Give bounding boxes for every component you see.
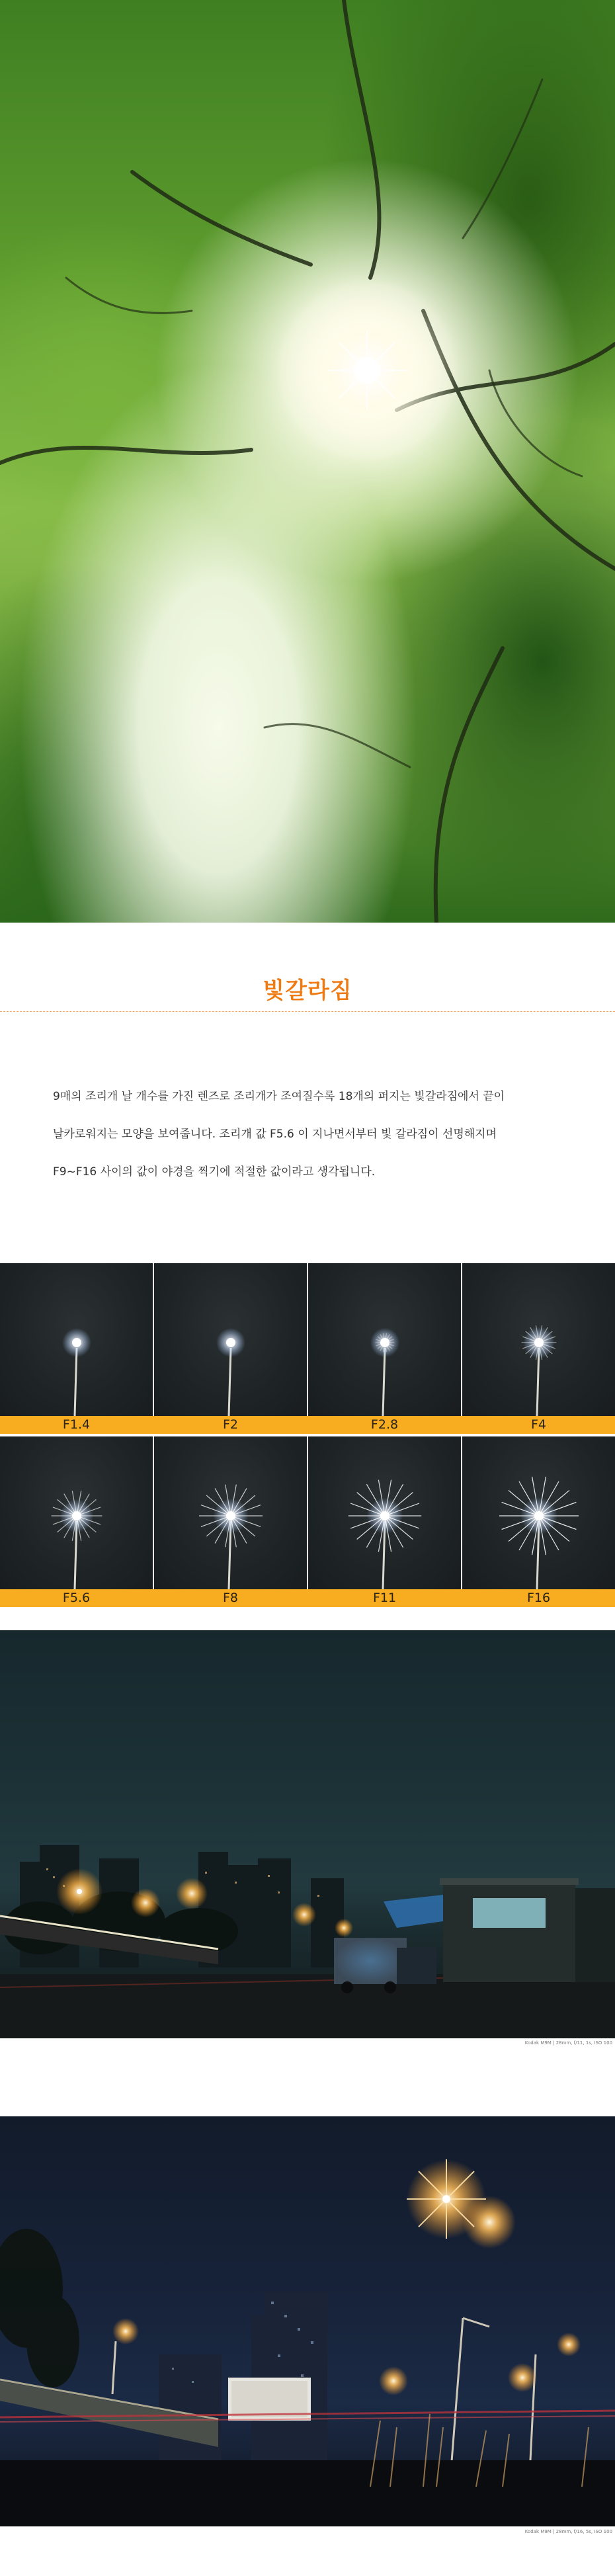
- title-divider: [0, 1011, 615, 1012]
- street-lamp-graphic: [308, 1436, 461, 1589]
- night-photo-street-lamps: [0, 2116, 615, 2576]
- aperture-sample-f2: [154, 1263, 307, 1416]
- aperture-comparison-grid: [0, 1263, 615, 1610]
- street-lamp-graphic: [154, 1436, 307, 1589]
- night-scene-2-graphic: [0, 2116, 615, 2526]
- aperture-label: F4: [530, 1417, 547, 1432]
- aperture-sample-f11: [308, 1436, 461, 1589]
- lamp-core: [226, 1511, 235, 1520]
- aperture-sample-f4: [462, 1263, 615, 1416]
- street-lamp-graphic: [462, 1263, 615, 1416]
- lamp-pole: [229, 1348, 231, 1416]
- aperture-sample-f2-8: [308, 1263, 461, 1416]
- night-photo-2-image: [0, 2116, 615, 2526]
- night-photo-street-stall: [0, 1630, 615, 2044]
- leaf-canopy-graphic: [0, 0, 615, 923]
- street-lamp-graphic: [462, 1436, 615, 1589]
- aperture-label: F16: [526, 1591, 551, 1605]
- street-lamp-graphic: [0, 1436, 153, 1589]
- section-title: 빛갈라짐: [263, 977, 352, 1004]
- photo-caption: Kodak M9M | 28mm, f/11, 1s, ISO 100: [524, 2040, 612, 2046]
- street-lamp-graphic: [154, 1263, 307, 1416]
- lamp-pole: [75, 1348, 77, 1416]
- lamp-core: [380, 1511, 390, 1520]
- description-text: [53, 1078, 569, 1191]
- street-lamp-graphic: [0, 1263, 153, 1416]
- intro-section: [0, 923, 615, 1263]
- lamp-core: [380, 1338, 390, 1347]
- aperture-label: F11: [372, 1591, 397, 1605]
- night-scene-1-graphic: [0, 1630, 615, 2038]
- description-line: F9~F16 사이의 값이 야경을 찍기에 적절한 값이라고 생각됩니다.: [53, 1165, 376, 1179]
- aperture-sample-f1-4: [0, 1263, 153, 1416]
- aperture-label: F2.8: [370, 1417, 399, 1432]
- lamp-core: [534, 1511, 544, 1520]
- night-photo-1-image: [0, 1630, 615, 2038]
- aperture-sample-f5-6: [0, 1436, 153, 1589]
- lamp-core: [226, 1338, 235, 1347]
- hero-photo-leaf-canopy: [0, 0, 615, 923]
- aperture-label: F5.6: [62, 1591, 91, 1605]
- lamp-pole: [383, 1348, 385, 1416]
- aperture-label: F1.4: [62, 1417, 91, 1432]
- lamp-core: [72, 1338, 81, 1347]
- photo-caption: Kodak M9M | 28mm, f/16, 5s, ISO 100: [524, 2529, 612, 2534]
- street-lamp-graphic: [308, 1263, 461, 1416]
- aperture-label: F8: [222, 1591, 239, 1605]
- lamp-core: [534, 1338, 544, 1347]
- lamp-core: [72, 1511, 81, 1520]
- description-line: 9매의 조리개 날 개수를 가진 렌즈로 조리개가 조여질수록 18개의 퍼지는 빛갈라짐에서 끝이: [53, 1090, 505, 1103]
- aperture-sample-f16: [462, 1436, 615, 1589]
- aperture-sample-f8: [154, 1436, 307, 1589]
- aperture-label: F2: [222, 1417, 239, 1432]
- description-line: 날카로워지는 모양을 보여줍니다. 조리개 값 F5.6 이 지나면서부터 빛 갈라짐이 선명해지며: [53, 1128, 497, 1141]
